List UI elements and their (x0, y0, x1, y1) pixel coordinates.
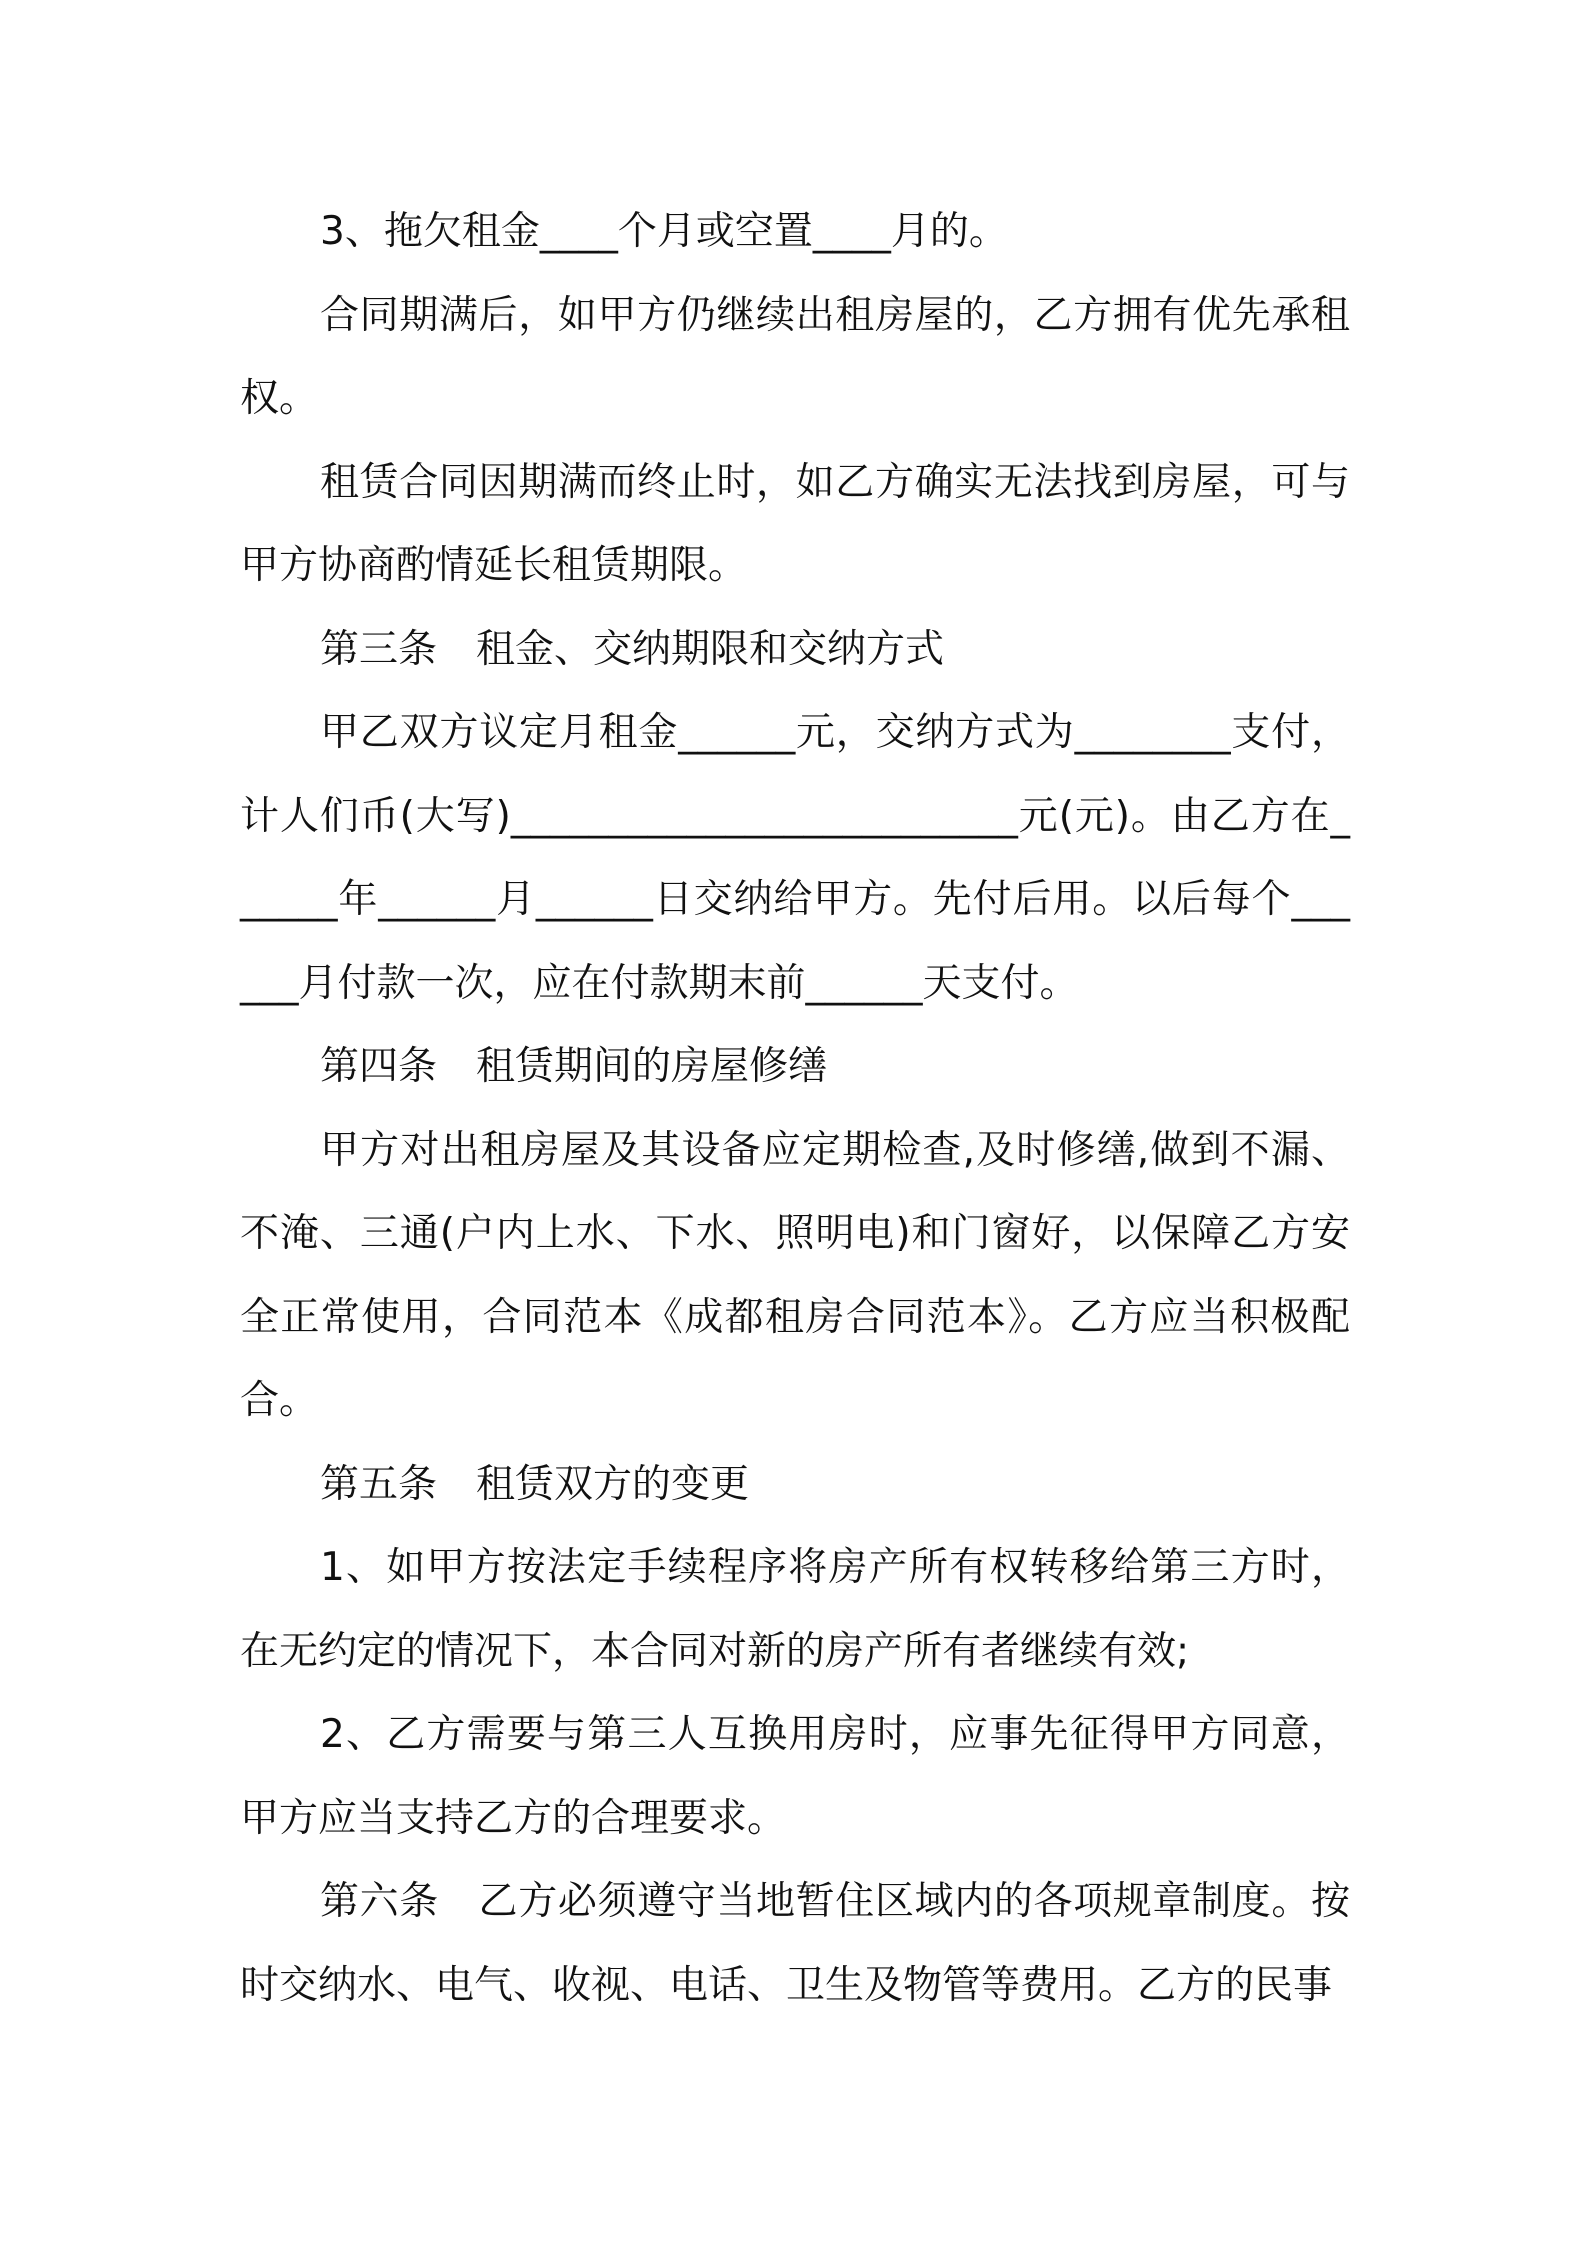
article-3-heading: 第三条 租金、交纳期限和交纳方式 (320, 626, 945, 672)
renewal-priority-paragraph: 合同期满后，如甲方仍继续出租房屋的，乙方拥有优先承租权。 (240, 292, 1350, 421)
article-3-rent-terms: 甲乙双方议定月租金______元，交纳方式为________支付，计人们币(大写)__________________________元(元)。由乙方在______年______月______日交纳给甲方。先付后用。以后每个______月付款一次，应在付款期末前______天支付。 (240, 710, 1350, 1006)
clause-item-3-rent-arrears: 3、拖欠租金____个月或空置____月的。 (320, 209, 1008, 254)
document-body (240, 190, 1350, 2027)
article-5-item-2: 2、乙方需要与第三人互换用房时，应事先征得甲方同意，甲方应当支持乙方的合理要求。 (240, 1712, 1350, 1841)
article-4-repairs: 甲方对出租房屋及其设备应定期检查,及时修缮,做到不漏、不淹、三通(户内上水、下水、照明电)和门窗好，以保障乙方安全正常使用，合同范本《成都租房合同范本》。乙方应当积极配合。 (240, 1127, 1350, 1423)
article-6-paragraph: 第六条 乙方必须遵守当地暂住区域内的各项规章制度。按时交纳水、电气、收视、电话、卫生及物管等费用。乙方的民事 (240, 1879, 1350, 2008)
article-4-heading: 第四条 租赁期间的房屋修缮 (320, 1044, 828, 1089)
article-5-item-1: 1、如甲方按法定手续程序将房产所有权转移给第三方时，在无约定的情况下，本合同对新的房产所有者继续有效; (240, 1545, 1350, 1674)
article-5-heading: 第五条 租赁双方的变更 (320, 1461, 750, 1507)
lease-extension-paragraph: 租赁合同因期满而终止时，如乙方确实无法找到房屋，可与甲方协商酌情延长租赁期限。 (240, 459, 1350, 588)
